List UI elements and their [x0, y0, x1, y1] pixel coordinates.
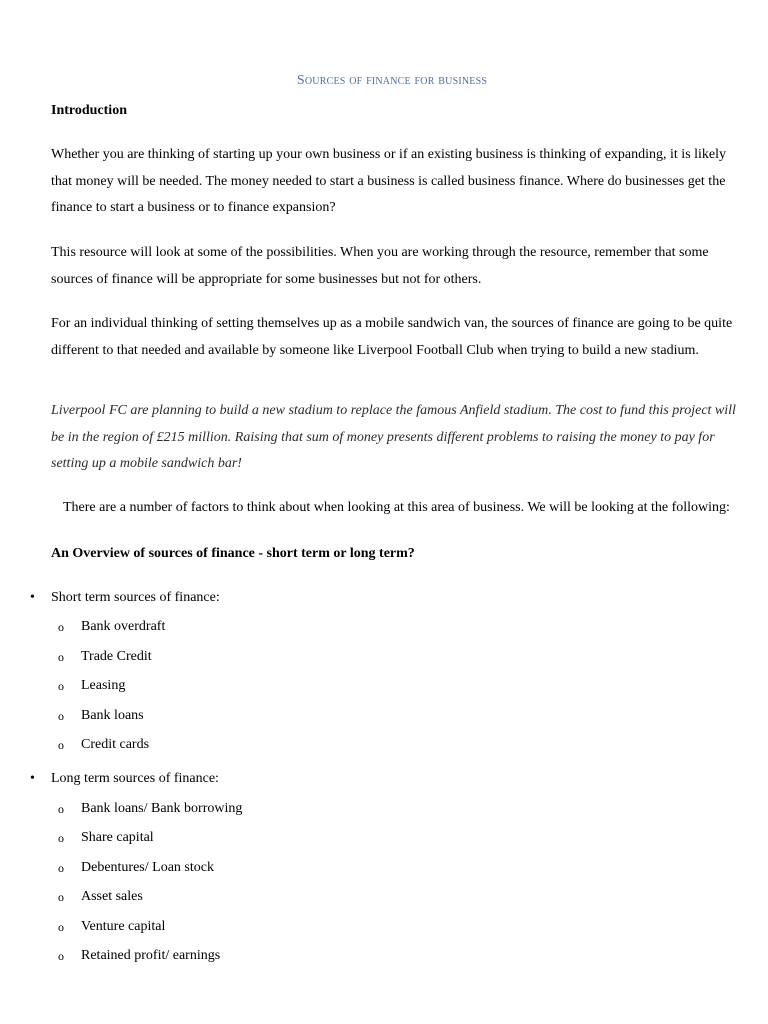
sub-bullet-icon: o	[58, 920, 64, 934]
bullet-icon: •	[30, 771, 35, 786]
list-item-label: Bank loans/ Bank borrowing	[81, 801, 243, 816]
list-item-label: Retained profit/ earnings	[81, 948, 221, 963]
list-item-label: Share capital	[81, 830, 154, 845]
document-title: Sources of finance for business	[296, 73, 488, 88]
sub-bullet-icon: o	[58, 620, 64, 634]
paragraph-2: This resource will look at some of the possibilities. When you are working through the resource, remember that some sources of finance will be appropriate for some businesses but not for others.	[51, 245, 709, 287]
list-item-label: Debentures/ Loan stock	[81, 860, 214, 875]
sub-bullet-icon: o	[58, 861, 64, 875]
sub-bullet-icon: o	[58, 709, 64, 723]
sub-bullet-icon: o	[58, 831, 64, 845]
list-item-label: Credit cards	[81, 737, 150, 752]
list-item-label: Bank overdraft	[81, 619, 166, 634]
list-item-label: Asset sales	[81, 889, 143, 904]
intro-heading: Introduction	[51, 103, 127, 118]
paragraph-3: For an individual thinking of setting themselves up as a mobile sandwich van, the sources of finance are going to be quite different to that needed and available by someone like Liverpool Football Club when trying to build a new stadium.	[51, 316, 733, 358]
sub-bullet-icon: o	[58, 738, 64, 752]
lead-sentence: There are a number of factors to think about when looking at this area of business. We will be looking at the following:	[63, 500, 730, 515]
list-item-label: Leasing	[81, 678, 126, 693]
long-term-label: Long term sources of finance:	[51, 771, 219, 786]
list-item-label: Bank loans	[81, 708, 144, 723]
sub-bullet-icon: o	[58, 679, 64, 693]
sub-bullet-icon: o	[58, 949, 64, 963]
bullet-icon: •	[30, 590, 35, 605]
liverpool-italic-paragraph: Liverpool FC are planning to build a new stadium to replace the famous Anfield stadium. The cost to fund this project will be in the region of £215 million. Raising that sum of money presents different problems to raising the money to pay for setting up a mobile sandwich bar!	[51, 403, 736, 471]
sub-bullet-icon: o	[58, 802, 64, 816]
list-item-label: Trade Credit	[81, 649, 152, 664]
paragraph-1: Whether you are thinking of starting up your own business or if an existing business is thinking of expanding, it is likely that money will be needed. The money needed to start a business is called business finance. Where do businesses get the finance to start a business or to finance expansion?	[51, 147, 727, 215]
sub-bullet-icon: o	[58, 890, 64, 904]
sub-bullet-icon: o	[58, 650, 64, 664]
overview-heading: An Overview of sources of finance - short term or long term?	[51, 546, 415, 561]
short-term-label: Short term sources of finance:	[51, 590, 220, 605]
list-item-label: Venture capital	[81, 919, 166, 934]
